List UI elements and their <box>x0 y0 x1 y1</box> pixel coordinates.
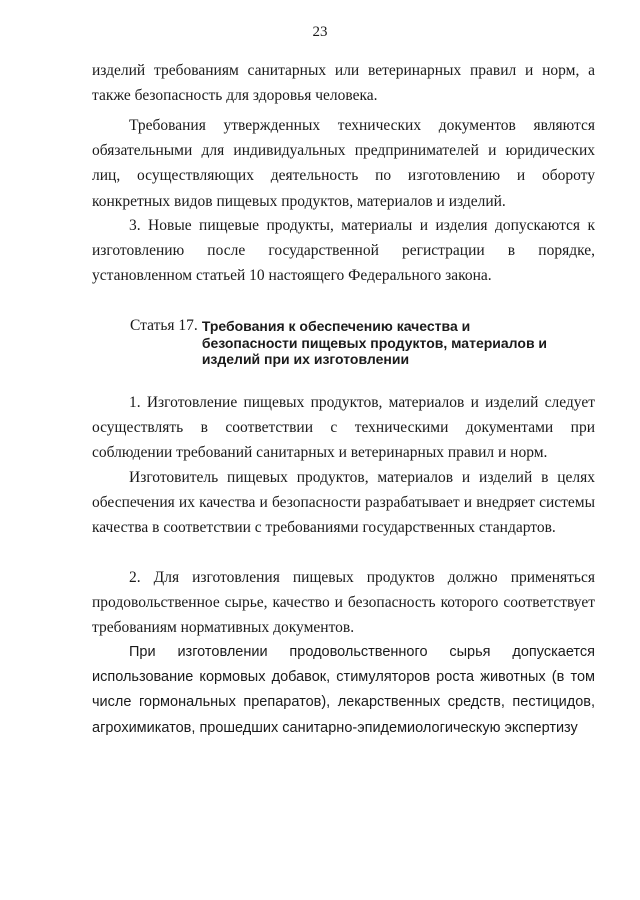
page-number: 23 <box>312 24 328 40</box>
requirements-paragraph: Требования утвержденных технических документов являются обязательными для индивидуальных предпринимателей и юридических лиц, осуществляющих деятельность по изготовлению и обороту конкретных видов пищевых продуктов, материалов и изделий. <box>92 117 595 210</box>
additives-paragraph-block <box>92 640 595 741</box>
paragraph-3: 3. Новые пищевые продукты, материалы и изделия допускаются к изготовлению после государственной регистрации в порядке, установленном статьей 10 настоящего Федерального закона. <box>92 217 595 285</box>
article-label: Статья 17. <box>130 317 198 334</box>
article-paragraph-1: 1. Изготовление пищевых продуктов, материалов и изделий следует осуществлять в соответствии с техническими документами при соблюдении требований санитарных и ветеринарных правил и норм. <box>92 394 595 462</box>
additives-paragraph: При изготовлении продовольственного сырья допускается использование кормовых добавок, стимуляторов роста животных (в том числе гормональных препаратов), лекарственных средств, пестицидов, агрохимикатов, прошедших санитарно-эпидемиологическую экспертизу <box>92 644 595 736</box>
article-paragraph-2-block <box>92 565 595 641</box>
article-paragraph-2: 2. Для изготовления пищевых продуктов должно применяться продовольственное сырье, качество и безопасность которого соответствует требованиям нормативных документов. <box>92 569 595 637</box>
requirements-paragraph-block <box>92 113 595 214</box>
continuation-paragraph-block <box>92 58 595 108</box>
paragraph-3-block <box>92 213 595 289</box>
article-paragraph-1-block <box>92 390 595 466</box>
article-title: Требования к обеспечению качества и безопасности пищевых продуктов, материалов и изделий при их изготовлении <box>201 318 548 367</box>
manufacturer-paragraph-block <box>92 465 595 541</box>
article-heading <box>130 318 570 368</box>
manufacturer-paragraph: Изготовитель пищевых продуктов, материалов и изделий в целях обеспечения их качества и безопасности разрабатывает и внедряет системы качества в соответствии с требованиями государственных стандартов. <box>92 469 595 537</box>
continuation-paragraph: изделий требованиям санитарных или ветеринарных правил и норм, а также безопасность для здоровья человека. <box>92 62 595 105</box>
